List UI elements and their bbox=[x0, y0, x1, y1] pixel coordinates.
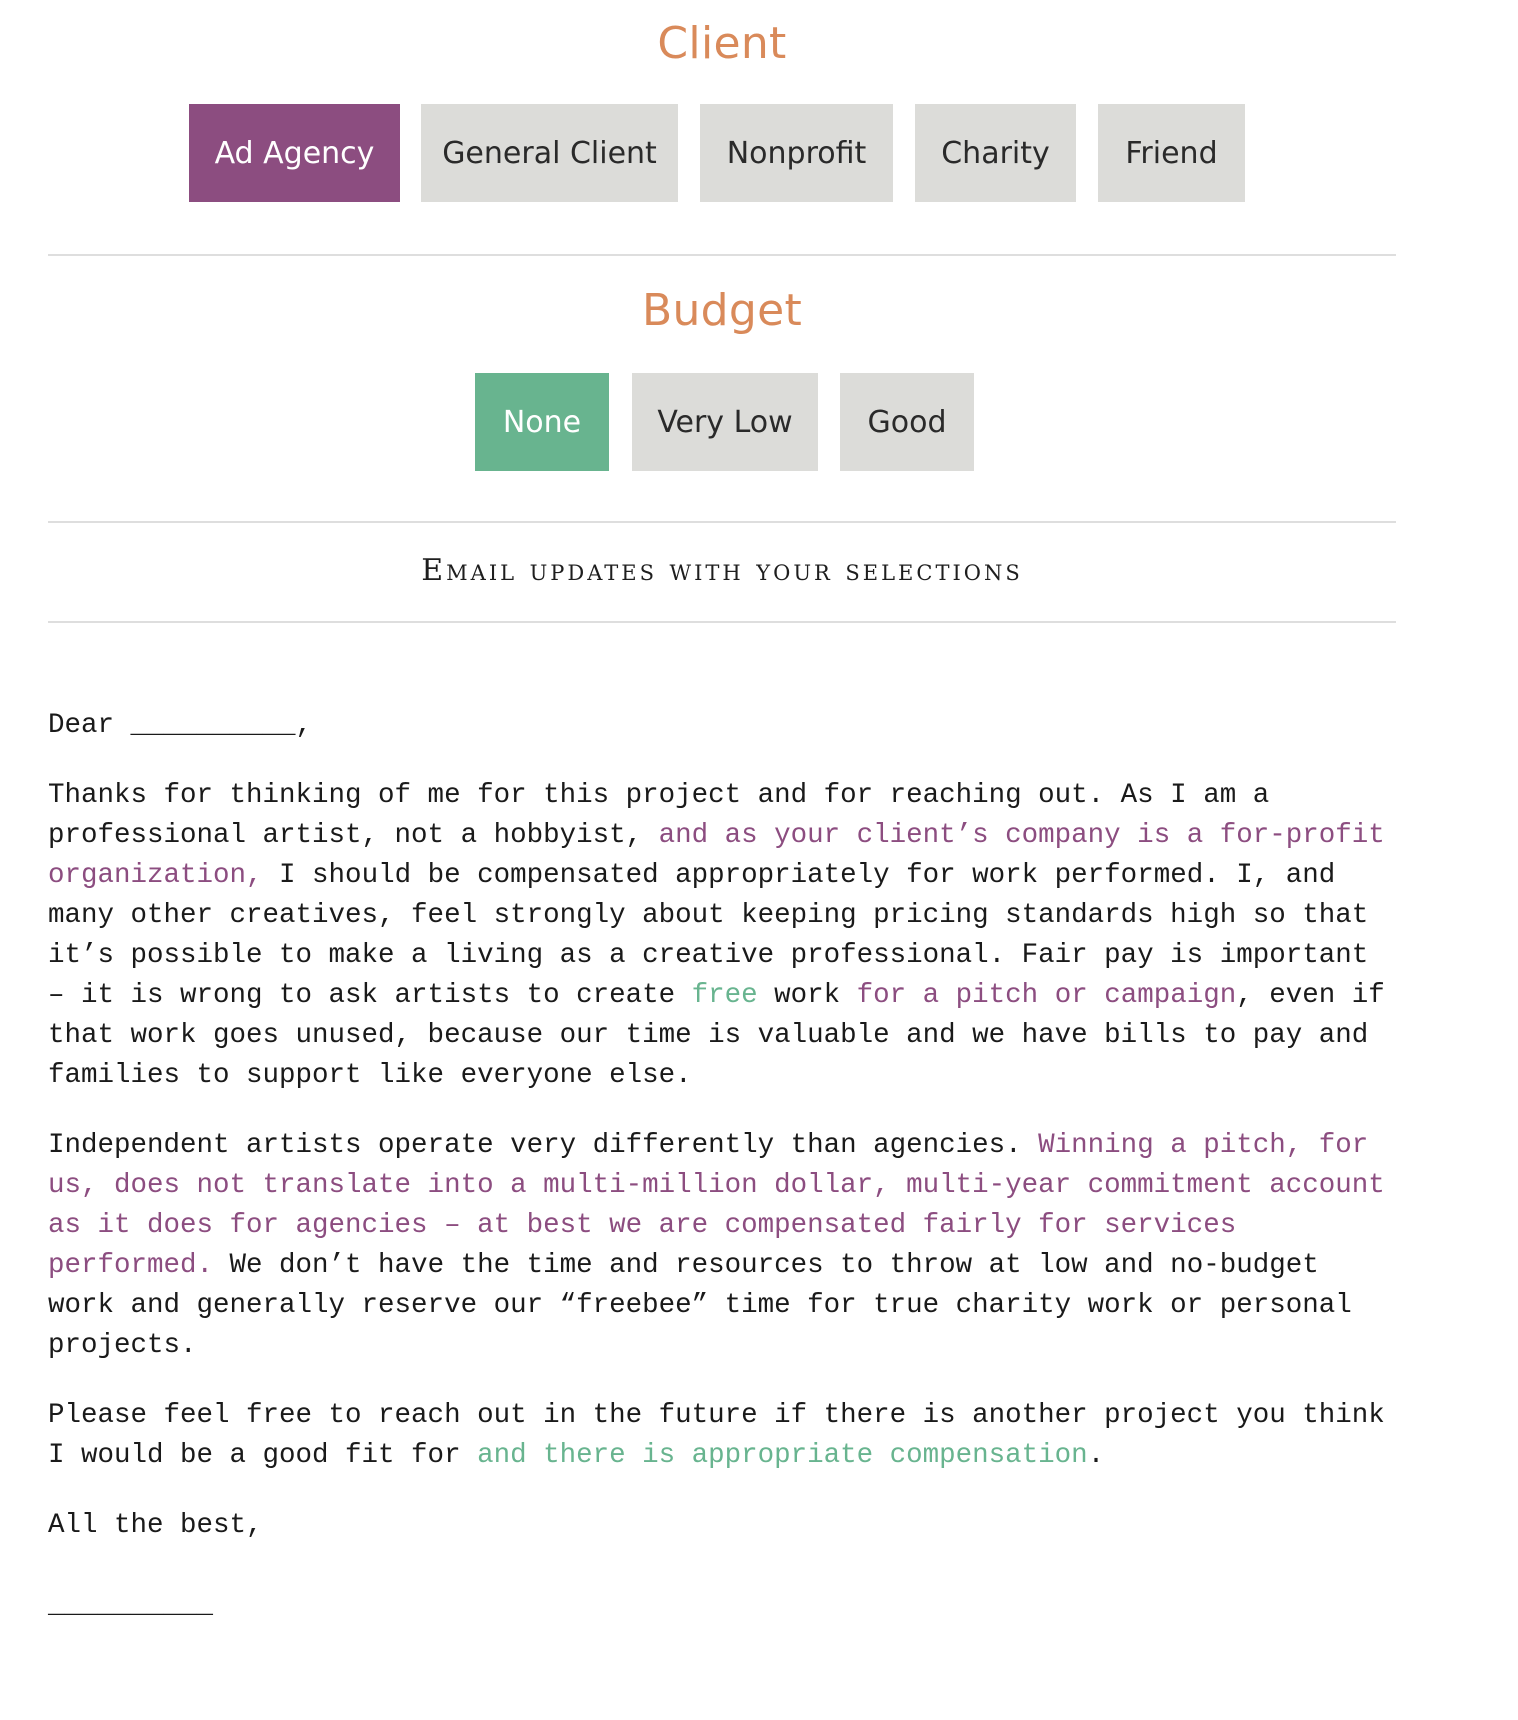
letter-signature: __________ bbox=[48, 1590, 214, 1621]
letter-greeting: Dear __________, bbox=[48, 710, 313, 741]
budget-option-none[interactable]: None bbox=[475, 373, 609, 471]
email-updates-link[interactable]: Email updates with your selections bbox=[421, 553, 1023, 588]
client-option-general-client[interactable]: General Client bbox=[421, 104, 678, 202]
text-segment: Please feel free to reach out in the future if there is another project you think I would be a good fit for bbox=[48, 1400, 1385, 1471]
text-segment: . bbox=[1087, 1440, 1105, 1471]
client-heading: Client bbox=[657, 18, 787, 69]
text-segment: , even if that work goes unused, because our time is valuable and we have bills to pay and families to support like everyone else. bbox=[48, 980, 1385, 1091]
client-specific-text: Winning a pitch, for us, does not translate into a multi-million dollar, multi-year commitment account as it does for agencies – at best we are compensated fairly for services performed. bbox=[48, 1130, 1385, 1281]
letter-paragraph-3 bbox=[48, 1396, 1396, 1476]
text-segment: work bbox=[757, 980, 857, 1011]
letter-body bbox=[48, 706, 1396, 1656]
client-specific-text: for a pitch or campaign bbox=[856, 980, 1237, 1011]
budget-specific-text: and there is appropriate compensation bbox=[477, 1440, 1088, 1471]
divider bbox=[48, 621, 1396, 623]
client-specific-text: and as your client’s company is a for-profit organization, bbox=[48, 820, 1385, 891]
client-option-charity[interactable]: Charity bbox=[915, 104, 1076, 202]
text-segment: We don’t have the time and resources to throw at low and no-budget work and generally reserve our “freebee” time for true charity work or personal projects. bbox=[48, 1250, 1352, 1361]
budget-specific-text: free bbox=[691, 980, 758, 1011]
divider bbox=[48, 254, 1396, 256]
text-segment: Thanks for thinking of me for this project and for reaching out. As I am a professional artist, not a hobbyist, bbox=[48, 780, 1270, 851]
client-option-friend[interactable]: Friend bbox=[1098, 104, 1245, 202]
budget-option-very-low[interactable]: Very Low bbox=[632, 373, 818, 471]
client-option-ad-agency[interactable]: Ad Agency bbox=[189, 104, 400, 202]
divider bbox=[48, 521, 1396, 523]
letter-closing: All the best, bbox=[48, 1510, 263, 1541]
letter-paragraph-1 bbox=[48, 776, 1396, 1096]
client-option-nonprofit[interactable]: Nonprofit bbox=[700, 104, 893, 202]
budget-option-good[interactable]: Good bbox=[840, 373, 974, 471]
letter-paragraph-2 bbox=[48, 1126, 1396, 1366]
budget-heading: Budget bbox=[641, 285, 803, 336]
text-segment: I should be compensated appropriately for work performed. I, and many other creatives, feel strongly about keeping pricing standards high so that it’s possible to make a living as a creative professional. Fair pay is important – it is wrong to ask artists to create bbox=[48, 860, 1369, 1011]
text-segment: Independent artists operate very differently than agencies. bbox=[48, 1130, 1039, 1161]
